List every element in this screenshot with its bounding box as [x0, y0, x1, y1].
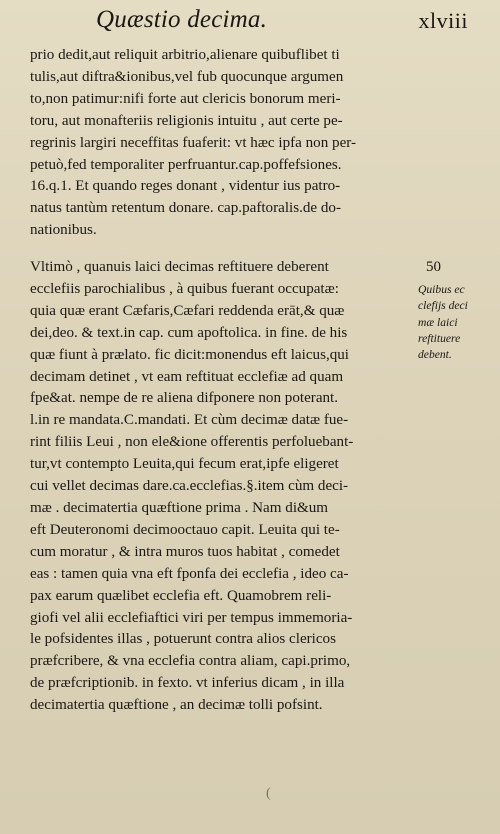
text-line: rint filiis Leui , non ele&ione offerentis perfoluebant-	[30, 434, 354, 451]
running-header	[88, 6, 468, 40]
marginal-note	[418, 282, 498, 363]
text-line: mæ . decimatertia quæftione prima . Nam di&um	[30, 499, 329, 516]
text-line: decimam detinet , vt eam reftituat ecclefiæ ad quam	[30, 368, 344, 385]
marginal-note-line: mæ laici	[418, 315, 458, 329]
text-line: decimatertia quæftione , an decimæ tolli pofsint.	[30, 697, 323, 714]
text-line: eft Deuteronomi decimooctauo capit. Leuita qui te-	[30, 521, 340, 538]
text-line: nationibus.	[30, 222, 97, 239]
marginal-number: 50	[426, 259, 441, 275]
folio-number: xlviii	[418, 8, 468, 33]
text-line: præfcribere, & vna ecclefia contra aliam, capi.primo,	[30, 653, 351, 670]
text-line: ecclefiis parochialibus , à quibus fuerant occupatæ:	[30, 280, 339, 297]
text-line: quia quæ erant Cæfaris,Cæfari reddenda erāt,& quæ	[30, 302, 345, 319]
text-line: toru, aut monafteriis religionis intuitu , aut certe pe-	[30, 112, 343, 129]
text-line: tur,vt contempto Leuita,qui fecum erat,ipfe eligeret	[30, 456, 339, 473]
marginal-note-line: debent.	[418, 348, 452, 362]
text-line: l.in re mandata.C.mandati. Et cùm decimæ datæ fue-	[30, 412, 349, 429]
paragraph-ultimo	[30, 257, 416, 717]
running-title: Quæstio decima.	[96, 6, 268, 33]
text-line: pax earum quælibet ecclefia eft. Quamobrem reli-	[30, 587, 332, 604]
text-line: fpe&at. nempe de re aliena difponere non poterant.	[30, 390, 339, 407]
text-line: dei,deo. & text.in cap. cum apoftolica. in fine. de his	[30, 324, 348, 341]
text-line: natus tantùm retentum donare. cap.paftoralis.de do-	[30, 200, 341, 217]
text-line: petuò,fed temporaliter perfruantur.cap.poffefsiones.	[30, 156, 342, 173]
text-line: 16.q.1. Et quando reges donant , videntur ius patro-	[30, 178, 341, 195]
bottom-mark: (	[266, 786, 271, 801]
paragraph-continued	[30, 45, 416, 242]
text-line: de præfcriptionib. in fexto. vt inferius dicam , in illa	[30, 675, 345, 692]
text-line: giofi vel alii ecclefiaftici viri per tempus immemoria-	[30, 609, 353, 626]
marginal-note-line: Quibus ec	[418, 283, 465, 296]
text-line: cui vellet decimas dare.ca.ecclefias.§.item cùm deci-	[30, 478, 349, 495]
text-line: regrinis largiri neceffitas fuaferit: vt hæc ipfa non per-	[30, 134, 357, 151]
text-line: prio dedit,aut reliquit arbitrio,alienare quibuflibet ti	[30, 47, 340, 63]
text-line: tulis,aut diftra&ionibus,vel fub quocunque argumen	[30, 68, 344, 85]
text-line: to,non patimur:nifi forte aut clericis bonorum meri-	[30, 90, 341, 107]
marginal-note-line: clefijs deci	[418, 299, 468, 313]
text-line: cum moratur , & intra muros tuos habitat , comedet	[30, 543, 340, 560]
text-line: quæ fiunt à prælato. fic dicit:monendus eft laicus,qui	[30, 346, 350, 363]
text-line: Vltimò , quanuis laici decimas reftituere deberent	[30, 259, 329, 275]
text-line: eas : tamen quia vna eft fponfa dei ecclefia , ideo ca-	[30, 565, 349, 582]
marginal-note-line: reftituere	[418, 331, 461, 345]
text-line: le pofsidentes illas , potuerunt contra alios clericos	[30, 631, 336, 648]
